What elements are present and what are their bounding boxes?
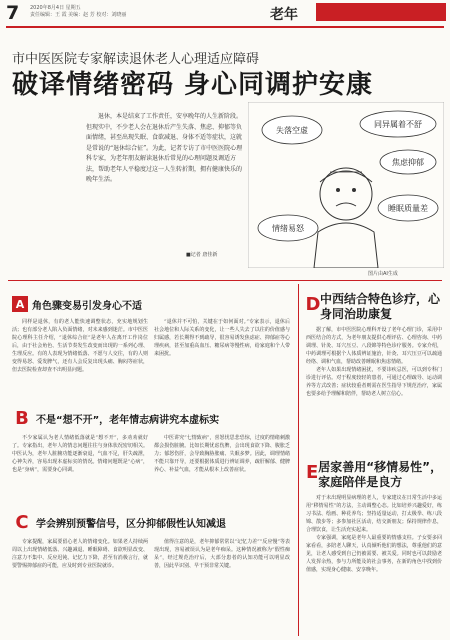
section-e-heading <box>306 460 444 490</box>
section-b-col2 <box>154 434 290 510</box>
section-e-badge: E <box>306 461 319 483</box>
section-d-badge: D <box>305 293 321 315</box>
section-a-col2 <box>154 318 290 408</box>
section-title: 老年 <box>270 7 298 23</box>
masthead <box>0 0 450 34</box>
section-color-bar <box>316 3 446 21</box>
section-e-title: 居家善用“移情易性”，家庭陪伴是良方 <box>318 460 443 489</box>
section-b-heading <box>12 407 220 429</box>
illustration-elderly-emotions <box>248 102 444 268</box>
bubble-text-2: 焦虑抑郁 <box>392 158 424 167</box>
section-e-col2-text: 专家强调，家庭是老年人最重要的情感支柱。子女要多回家看看，多陪老人聊天，认真倾听他们的想法，尊重他们的意见，让老人感受到自己仍被需要、被关爱。同时也可以鼓励老人发挥余热，参与力所能及的社会事务，在新的角色中找到价值感，实现身心健康、安享晚年。 <box>306 535 442 573</box>
section-d-body <box>306 326 442 454</box>
section-b-col1-text: 不少家属认为老人情绪低落就是“想不开”，多劝劝就好了。专家指出，老年人的情志问题往往与身体状况密切相关。中医认为，老年人脏腑功能逐渐衰退，气血不足，肝失疏泄，心神失养，容易出现本虚标实的情况。情绪问题既是“心病”，也是“身病”，需要身心同调。 <box>12 435 148 473</box>
page-number: 7 <box>6 2 20 24</box>
section-e-col1-text: 对于未出现明显病理的老人，专家建议在日常生活中多运用“移情易性”的方法，主动调整心态。比如培养兴趣爱好，练习书法、绘画、种花养鸟；坚持适量运动，打太极拳、练八段锦、散步等；多参加社区活动，结交新朋友；保持规律作息，合理饮食，让生活充实起来。 <box>306 495 442 533</box>
author-byline: ■记者 唐佳新 <box>186 252 218 258</box>
section-c-col2 <box>154 538 290 634</box>
section-a-heading <box>12 296 142 312</box>
bubble-text-4: 睡眠质量差 <box>388 204 428 213</box>
section-a-badge: A <box>12 296 28 312</box>
bubble-text-5: 同异属着不舒 <box>374 120 422 129</box>
article-kicker: 市中医医院专家解读退休老人心理适应障碍 <box>12 52 260 67</box>
section-b-col1 <box>12 434 148 510</box>
section-c-title: 学会辨别预警信号，区分抑郁假性认知减退 <box>36 518 226 530</box>
section-d-col2-text: 老年人如果出现情绪困扰，不要讳疾忌医，可以到专科门诊进行评估。对于程度较轻的患者，可通过心理疏导、运动调养等方式改善；症状较重者则需在医生指导下规范治疗，家属也要多给予理解和陪伴，帮助老人树立信心。 <box>306 367 442 397</box>
section-c-badge: C <box>15 511 29 533</box>
editor-credits: 责任编辑：王 霞 美编：赵 芳 校对：刘晓丽 <box>30 12 127 18</box>
section-a-col2-text: “退休并不可怕，关键在于如何面对。”专家表示，退休后社会地位和人际关系的变化，让一些人失去了以往的价值感与归属感，若长期得不到疏导，很容易诱发焦虑症、抑郁症等心理疾病，甚至加重高血压、糖尿病等慢性病，给家庭和个人带来困扰。 <box>154 319 290 357</box>
section-c-col1 <box>12 538 148 634</box>
section-c-heading <box>12 511 226 533</box>
date-line <box>30 5 170 19</box>
section-a-col1 <box>12 318 148 408</box>
bubble-text-3: 情绪易怒 <box>272 224 304 233</box>
article-headline: 破译情绪密码 身心同调护安康 <box>12 70 374 100</box>
section-e-body <box>306 494 442 634</box>
section-b-badge: B <box>15 407 29 429</box>
issue-date: 2020年8月4日 星期五 <box>30 5 81 11</box>
lead-paragraph-box <box>86 112 244 262</box>
section-b-col2-text: 中医讲究“七情致病”，喜怒忧思悲恐惊，过度的情绪刺激都会损伤脏腑。比如长期忧虑伤脾，会出现食欲下降、腹胀乏力；郁怒伤肝，会导致胸胁胀痛、失眠多梦。因此，调理情绪不能只靠开导，还要根据体质进行辨证调养，疏肝解郁、健脾养心、补益气血，才能从根本上改善症状。 <box>154 435 290 473</box>
masthead-rule <box>6 26 444 28</box>
lead-paragraph: 退休，本是结束了工作责任，安享晚年的人生新阶段。但现实中，不少老人会在退休后产生失落、焦虑、抑郁等负面情绪，甚至出现失眠、食欲减退、身体不适等症状，这就是常说的“退休综合征”。为此，记者专访了市中医医院心理科专家，为老年朋友解读退休后常见的心理问题及调适方法，帮助老年人平稳度过这一人生转折期，拥有健康快乐的晚年生活。 <box>86 113 243 183</box>
section-c-col1-text: 专家提醒，家属要留心老人的情绪变化。如果老人持续两周以上出现情绪低落、兴趣减退、睡眠障碍、食欲明显改变、注意力不集中、反应迟钝、记忆力下降，甚至有消极言行，就要警惕抑郁症的可能，应及时到专业医院就诊。 <box>12 539 148 569</box>
column-divider <box>298 284 299 636</box>
section-divider <box>8 280 442 281</box>
section-a-col1-text: 同样是退休，有的老人能快速调整状态，充实地规划生活；也有部分老人陷入负面情绪，对未来感到迷茫。市中医医院心理科主任介绍，“退休综合征”是老年人在离开工作岗位后，由于社会角色、生活节奏发生改变而出现的一系列心理、生理反应。有的人表现为情绪低落、不愿与人交往，有的人则变得易怒、爱发脾气，还有人会反复出现头痛、胸闷等症状，但去医院检查却查不出明显问题。 <box>12 319 148 373</box>
section-d-heading <box>306 292 444 322</box>
section-c-col2-text: 值得注意的是，老年抑郁常常以“记忆力差”“反应慢”等表现出现，容易被误认为是老年痴呆。这种情况被称为“假性痴呆”，经过规范治疗后，大部分患者的认知功能可以明显改善，因此早识别、早干预非常关键。 <box>154 539 290 569</box>
section-d-col1-text: 据了解，市中医医院心理科开设了老年心理门诊，采用中西医结合的方式，为老年朋友提供心理评估、心理咨询、中药调理、针灸、耳穴压豆、八段锦等特色诊疗服务。专家介绍，中药调理可根据个人体质辨证施治，针灸、耳穴压豆可以疏通经络、调和气血，帮助改善睡眠和焦虑情绪。 <box>306 327 442 365</box>
illustration-caption: 图片由AI生成 <box>368 271 398 277</box>
bubble-text-1: 失落空虚 <box>276 126 308 135</box>
section-b-title: 不是“想不开”，老年情志病讲究本虚标实 <box>36 414 220 426</box>
section-a-title: 角色骤变易引发身心不适 <box>32 300 142 312</box>
section-d-title: 中西结合特色诊疗，心身同治助康复 <box>320 292 441 321</box>
